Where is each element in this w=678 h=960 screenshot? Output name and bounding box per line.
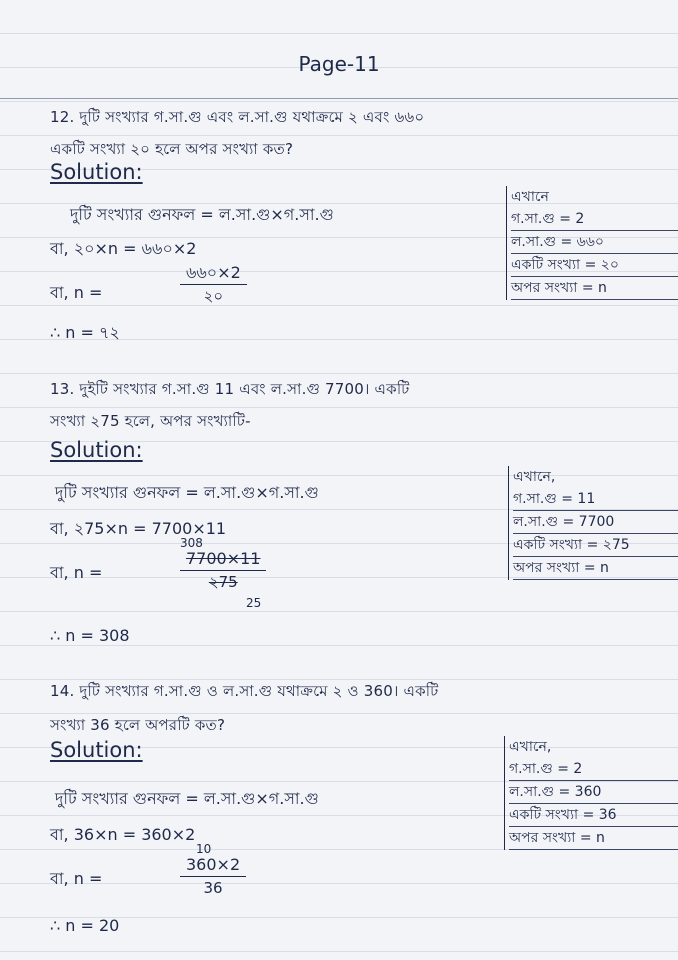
solution-14-step1: বা, 36×n = 360×2 xyxy=(50,825,196,844)
solution-13-answer: ∴ n = 308 xyxy=(50,626,130,645)
solution-12-step1: বা, ২০×n = ৬৬০×2 xyxy=(50,239,197,258)
solution-12-step2-prefix: বা, n = xyxy=(50,283,103,302)
given-box-13 xyxy=(508,466,678,580)
solution-14-fraction xyxy=(180,854,246,899)
given-heading: এখানে xyxy=(511,189,549,205)
given-other: অপর সংখ্যা = n xyxy=(511,277,678,300)
solution-13-fraction xyxy=(180,548,266,593)
fraction-denominator: ২75 xyxy=(208,573,238,591)
solution-12-label: Solution: xyxy=(50,160,143,184)
page-title: Page-11 xyxy=(298,52,380,76)
solution-14-label: Solution: xyxy=(50,738,143,762)
solution-13-step2-prefix: বা, n = xyxy=(50,563,103,582)
given-gcd: গ.সা.গু = 11 xyxy=(513,488,678,511)
given-number: একটি সংখ্যা = ২০ xyxy=(511,254,678,277)
question-12-line1: 12. দুটি সংখ্যার গ.সা.গু এবং ল.সা.গু যথাক্রমে ২ এবং ৬৬০ xyxy=(50,108,425,126)
given-heading: এখানে, xyxy=(513,469,556,485)
fraction-numerator: 7700×11 xyxy=(180,548,266,571)
top-rule xyxy=(0,98,678,99)
solution-14-step2-prefix: বা, n = xyxy=(50,869,103,888)
given-number: একটি সংখ্যা = ২75 xyxy=(513,534,678,557)
question-14-line1: 14. দুটি সংখ্যার গ.সা.গু ও ল.সা.গু যথাক্রমে ২ ও 360। একটি xyxy=(50,682,439,700)
solution-14-cancel-top: 10 xyxy=(196,842,212,856)
given-gcd: গ.সা.গু = 2 xyxy=(509,758,678,781)
given-lcm: ল.সা.গু = 360 xyxy=(509,781,678,804)
fraction-denominator: 36 xyxy=(203,879,223,897)
given-number: একটি সংখ্যা = 36 xyxy=(509,804,678,827)
given-box-12 xyxy=(506,186,678,300)
question-12-line2: একটি সংখ্যা ২০ হলে অপর সংখ্যা কত? xyxy=(50,140,294,158)
given-other: অপর সংখ্যা = n xyxy=(509,827,678,850)
solution-13-rule: দুটি সংখ্যার গুনফল = ল.সা.গু×গ.সা.গু xyxy=(55,483,319,502)
given-other: অপর সংখ্যা = n xyxy=(513,557,678,580)
given-gcd: গ.সা.গু = 2 xyxy=(511,208,678,231)
solution-12-answer: ∴ n = ৭২ xyxy=(50,323,120,342)
solution-13-cancel-top: 308 xyxy=(180,536,203,550)
fraction-numerator: 360×2 xyxy=(180,854,246,877)
given-heading: এখানে, xyxy=(509,739,552,755)
question-13-line2: সংখ্যা ২75 হলে, অপর সংখ্যাটি- xyxy=(50,412,251,430)
given-lcm: ল.সা.গু = ৬৬০ xyxy=(511,231,678,254)
given-box-14 xyxy=(504,736,678,850)
fraction-numerator: ৬৬০×2 xyxy=(180,262,247,285)
solution-12-fraction xyxy=(180,262,247,307)
solution-14-rule: দুটি সংখ্যার গুনফল = ল.সা.গু×গ.সা.গু xyxy=(55,789,319,808)
solution-13-cancel-bottom: 25 xyxy=(246,596,262,610)
fraction-denominator: ২০ xyxy=(203,287,224,305)
given-lcm: ল.সা.গু = 7700 xyxy=(513,511,678,534)
solution-14-answer: ∴ n = 20 xyxy=(50,916,120,935)
solution-12-rule: দুটি সংখ্যার গুনফল = ল.সা.গু×গ.সা.গু xyxy=(70,205,334,224)
solution-13-label: Solution: xyxy=(50,438,143,462)
question-14-line2: সংখ্যা 36 হলে অপরটি কত? xyxy=(50,716,226,734)
question-13-line1: 13. দুইটি সংখ্যার গ.সা.গু 11 এবং ল.সা.গু 7700। একটি xyxy=(50,380,410,398)
solution-13-step1: বা, ২75×n = 7700×11 xyxy=(50,519,227,538)
